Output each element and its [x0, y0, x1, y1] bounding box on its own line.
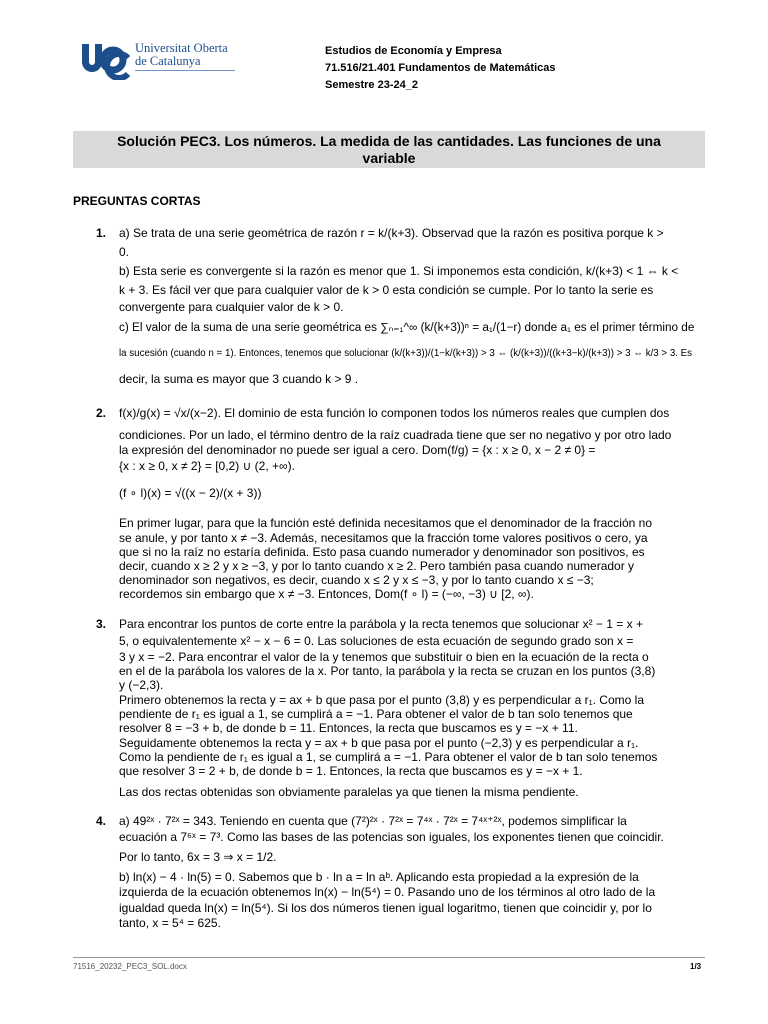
- text-line: izquierda de la ecuación obtenemos ln(x) − ln(5⁴) = 0. Pasando uno de los términos al otro lado de la: [119, 885, 656, 899]
- uoc-logo: [80, 40, 240, 82]
- text-line: f(x)/g(x) = √x/(x−2). El dominio de esta función lo componen todos los números reales que cumplen dos: [119, 406, 670, 420]
- logo-wordmark: [135, 42, 228, 68]
- text-line: recordemos sin embargo que x ≠ −3. Entonces, Dom(f ∘ l) = (−∞, −3) ∪ [2, ∞).: [119, 587, 534, 601]
- uoc-logo-mark-icon: [80, 40, 132, 80]
- text-line: se anule, y por tanto x ≠ −3. Además, necesitamos que la fracción tome valores positivos o cero, ya: [119, 531, 648, 545]
- text-line: decir, cuando x ≥ 2 y x ≥ −3, y por lo tanto cuando x ≥ 2. Pero también pasa cuando numerador y: [119, 559, 635, 573]
- text-line: c) El valor de la suma de una serie geométrica es ∑ₙ₌₁^∞ (k/(k+3))ⁿ = a₁/(1−r) donde a₁ es el primer término de: [119, 321, 695, 334]
- text-line: que si no la raíz no estaría definida. Esto pasa cuando numerador y denominador son positivos, es: [119, 545, 645, 559]
- question-number: 1.: [96, 226, 107, 240]
- text-line: denominador son negativos, es decir, cuando x ≤ 2 y x ≤ −3, y por lo tanto cuando x ≤ −3;: [119, 573, 594, 587]
- question-number: 3.: [96, 617, 107, 631]
- text-line: a) Se trata de una serie geométrica de razón r = k/(k+3). Observad que la razón es positiva porque k >: [119, 226, 664, 240]
- text-line: Primero obtenemos la recta y = ax + b que pasa por el punto (3,8) y es perpendicular a r₁. Como la: [119, 693, 644, 707]
- title-line-1: Solución PEC3. Los números. La medida de las cantidades. Las funciones de una: [117, 133, 661, 149]
- text-line: igualdad queda ln(x) = ln(5⁴). Si los dos números tienen igual logaritmo, tienen que coincidir y, por lo: [119, 901, 652, 915]
- course-school: Estudios de Economía y Empresa: [325, 45, 502, 57]
- text-line: Como la pendiente de r₁ es igual a 1, se cumplirá a = −1. Para obtener el valor de b tan solo tenemos: [119, 750, 658, 764]
- text-line: en el de la parábola los valores de la x. Por tanto, la parábola y la recta se cruzan en los puntos (3,8): [119, 664, 656, 678]
- text-line: Las dos rectas obtenidas son obviamente paralelas ya que tienen la misma pendiente.: [119, 785, 579, 799]
- text-line: resolver 8 = −3 + b, de donde b = 11. Entonces, la recta que buscamos es y = −x + 11.: [119, 721, 578, 735]
- footer-filename: 71516_20232_PEC3_SOL.docx: [73, 962, 187, 971]
- text-line: k + 3. Es fácil ver que para cualquier valor de k > 0 esta condición se cumple. Por lo tanto la serie es: [119, 283, 654, 297]
- footer-page-number: 1/3: [690, 962, 702, 971]
- text-line: a) 49²ˣ · 7²ˣ = 343. Teniendo en cuenta que (7²)²ˣ · 7²ˣ = 7⁴ˣ · 7²ˣ = 7⁴ˣ⁺²ˣ, podemos simplificar la: [119, 814, 627, 828]
- text-line: Seguidamente obtenemos la recta y = ax + b que pasa por el punto (−2,3) y es perpendicular a r₁.: [119, 736, 639, 750]
- question-number: 2.: [96, 406, 107, 420]
- text-line: b) Esta serie es convergente si la razón es menor que 1. Si imponemos esta condición, k/(k+3) < 1 ⇔ k <: [119, 264, 679, 278]
- course-info: [325, 43, 556, 94]
- section-heading: PREGUNTAS CORTAS: [73, 194, 201, 208]
- document-title: [73, 131, 705, 168]
- text-line: convergente para cualquier valor de k > 0.: [119, 300, 344, 314]
- text-line: 0.: [119, 245, 130, 259]
- question-number: 4.: [96, 814, 107, 828]
- text-line: la expresión del denominador no puede ser igual a cero. Dom(f/g) = {x : x ≥ 0, x − 2 ≠ 0} =: [119, 443, 596, 457]
- text-line: y (−2,3).: [119, 678, 164, 692]
- text-line: Por lo tanto, 6x = 3 ⇒ x = 1/2.: [119, 850, 277, 864]
- text-line: ecuación a 7⁶ˣ = 7³. Como las bases de las potencias son iguales, los exponentes tienen que coincidir.: [119, 830, 664, 844]
- course-code: 71.516/21.401 Fundamentos de Matemáticas: [325, 62, 556, 74]
- text-line: 5, o equivalentemente x² − x − 6 = 0. Las soluciones de esta ecuación de segundo grado son x =: [119, 634, 634, 648]
- text-line: 3 y x = −2. Para encontrar el valor de la y tenemos que substituir o bien en la ecuación de la recta o: [119, 650, 649, 664]
- text-line: tanto, x = 5⁴ = 625.: [119, 916, 221, 930]
- text-line: pendiente de r₁ es igual a 1, se cumplirá a = −1. Para obtener el valor de b tan solo tenemos que: [119, 707, 633, 721]
- logo-line-1: Universitat Oberta: [135, 41, 228, 55]
- course-semester: Semestre 23-24_2: [325, 79, 418, 91]
- text-line: Para encontrar los puntos de corte entre la parábola y la recta tenemos que solucionar x² − 1 = x +: [119, 617, 643, 631]
- text-line: b) ln(x) − 4 · ln(5) = 0. Sabemos que b · ln a = ln aᵇ. Aplicando esta propiedad a la expresión de la: [119, 870, 639, 884]
- text-line: que resolver 3 = 2 + b, de donde b = 1. Entonces, la recta que buscamos es y = −x + 1.: [119, 764, 583, 778]
- footer-rule: [73, 957, 705, 958]
- text-line: {x : x ≥ 0, x ≠ 2} = [0,2) ∪ (2, +∞).: [119, 459, 295, 473]
- title-line-2: variable: [362, 150, 416, 166]
- text-line: condiciones. Por un lado, el término dentro de la raíz cuadrada tiene que ser no negativo y por otro lado: [119, 428, 672, 442]
- logo-underline: [135, 70, 235, 71]
- text-line: (f ∘ l)(x) = √((x − 2)/(x + 3)): [119, 486, 262, 500]
- text-line: En primer lugar, para que la función esté definida necesitamos que el denominador de la fracción no: [119, 516, 652, 530]
- text-line: la sucesión (cuando n = 1). Entonces, tenemos que solucionar (k/(k+3))/(1−k/(k+3)) > 3 ⇔ (k/(k+3))/((k+3−k)/(k+3)) > 3 ⇔ k/3 > 3. Es: [119, 348, 693, 359]
- logo-line-2: de Catalunya: [135, 54, 201, 68]
- text-line: decir, la suma es mayor que 3 cuando k > 9 .: [119, 372, 359, 386]
